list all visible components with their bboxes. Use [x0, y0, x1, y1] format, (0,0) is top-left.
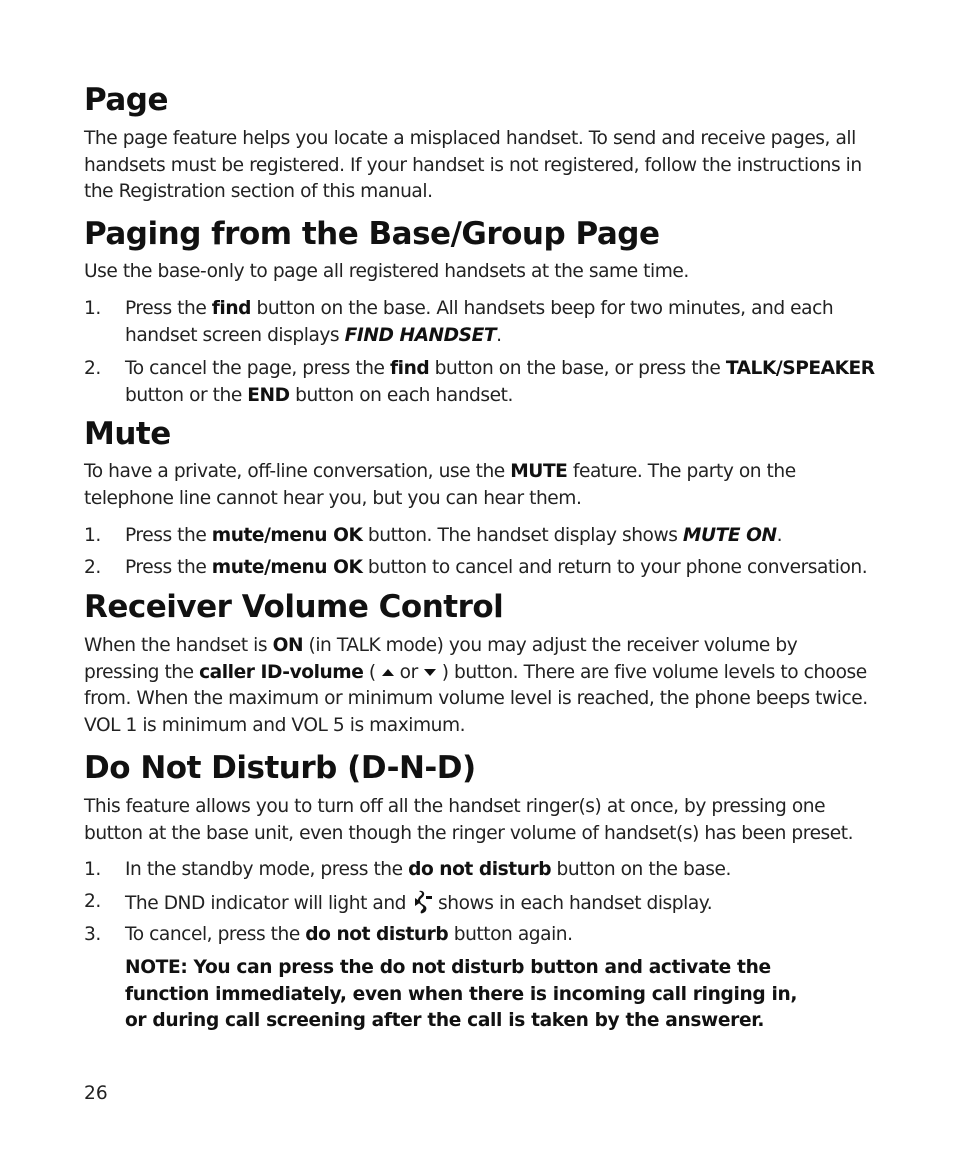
mute-paragraph: To have a private, off-line conversation, use the MUTE feature. The party on the telephone line cannot hear you, but you can hear them.	[84, 461, 796, 509]
dnd-heading: Do Not Disturb (D-N-D)	[84, 750, 476, 786]
dnd-paragraph: This feature allows you to turn off all the handset ringer(s) at once, by pressing one button at the base unit, even though the ringer volume of handset(s) has been preset.	[84, 796, 854, 844]
up-triangle-icon	[382, 669, 394, 676]
dnd-note: NOTE: You can press the do not disturb button and activate the function immediately, even when there is incoming call ringing in, or during call screening after the call is taken by the answerer.	[125, 957, 798, 1031]
page-heading: Page	[84, 82, 169, 118]
volume-paragraph: When the handset is ON (in TALK mode) you may adjust the receiver volume by pressing the caller ID-volume ( or ) button. There are five volume levels to choose from. When the maximum or minimum volume level is reached, the phone beeps twice. VOL 1 is minimum and VOL 5 is maximum.	[84, 635, 868, 736]
do-not-disturb-icon	[412, 889, 434, 915]
page-number: 26	[84, 1083, 108, 1104]
paging-heading: Paging from the Base/Group Page	[84, 216, 660, 252]
paging-intro: Use the base-only to page all registered handsets at the same time.	[84, 261, 689, 282]
page-paragraph: The page feature helps you locate a misplaced handset. To send and receive pages, all handsets must be registered. If your handset is not registered, follow the instructions in the Registration section of this manual.	[84, 128, 862, 202]
down-triangle-icon	[424, 669, 436, 676]
mute-heading: Mute	[84, 416, 171, 452]
volume-heading: Receiver Volume Control	[84, 589, 504, 625]
